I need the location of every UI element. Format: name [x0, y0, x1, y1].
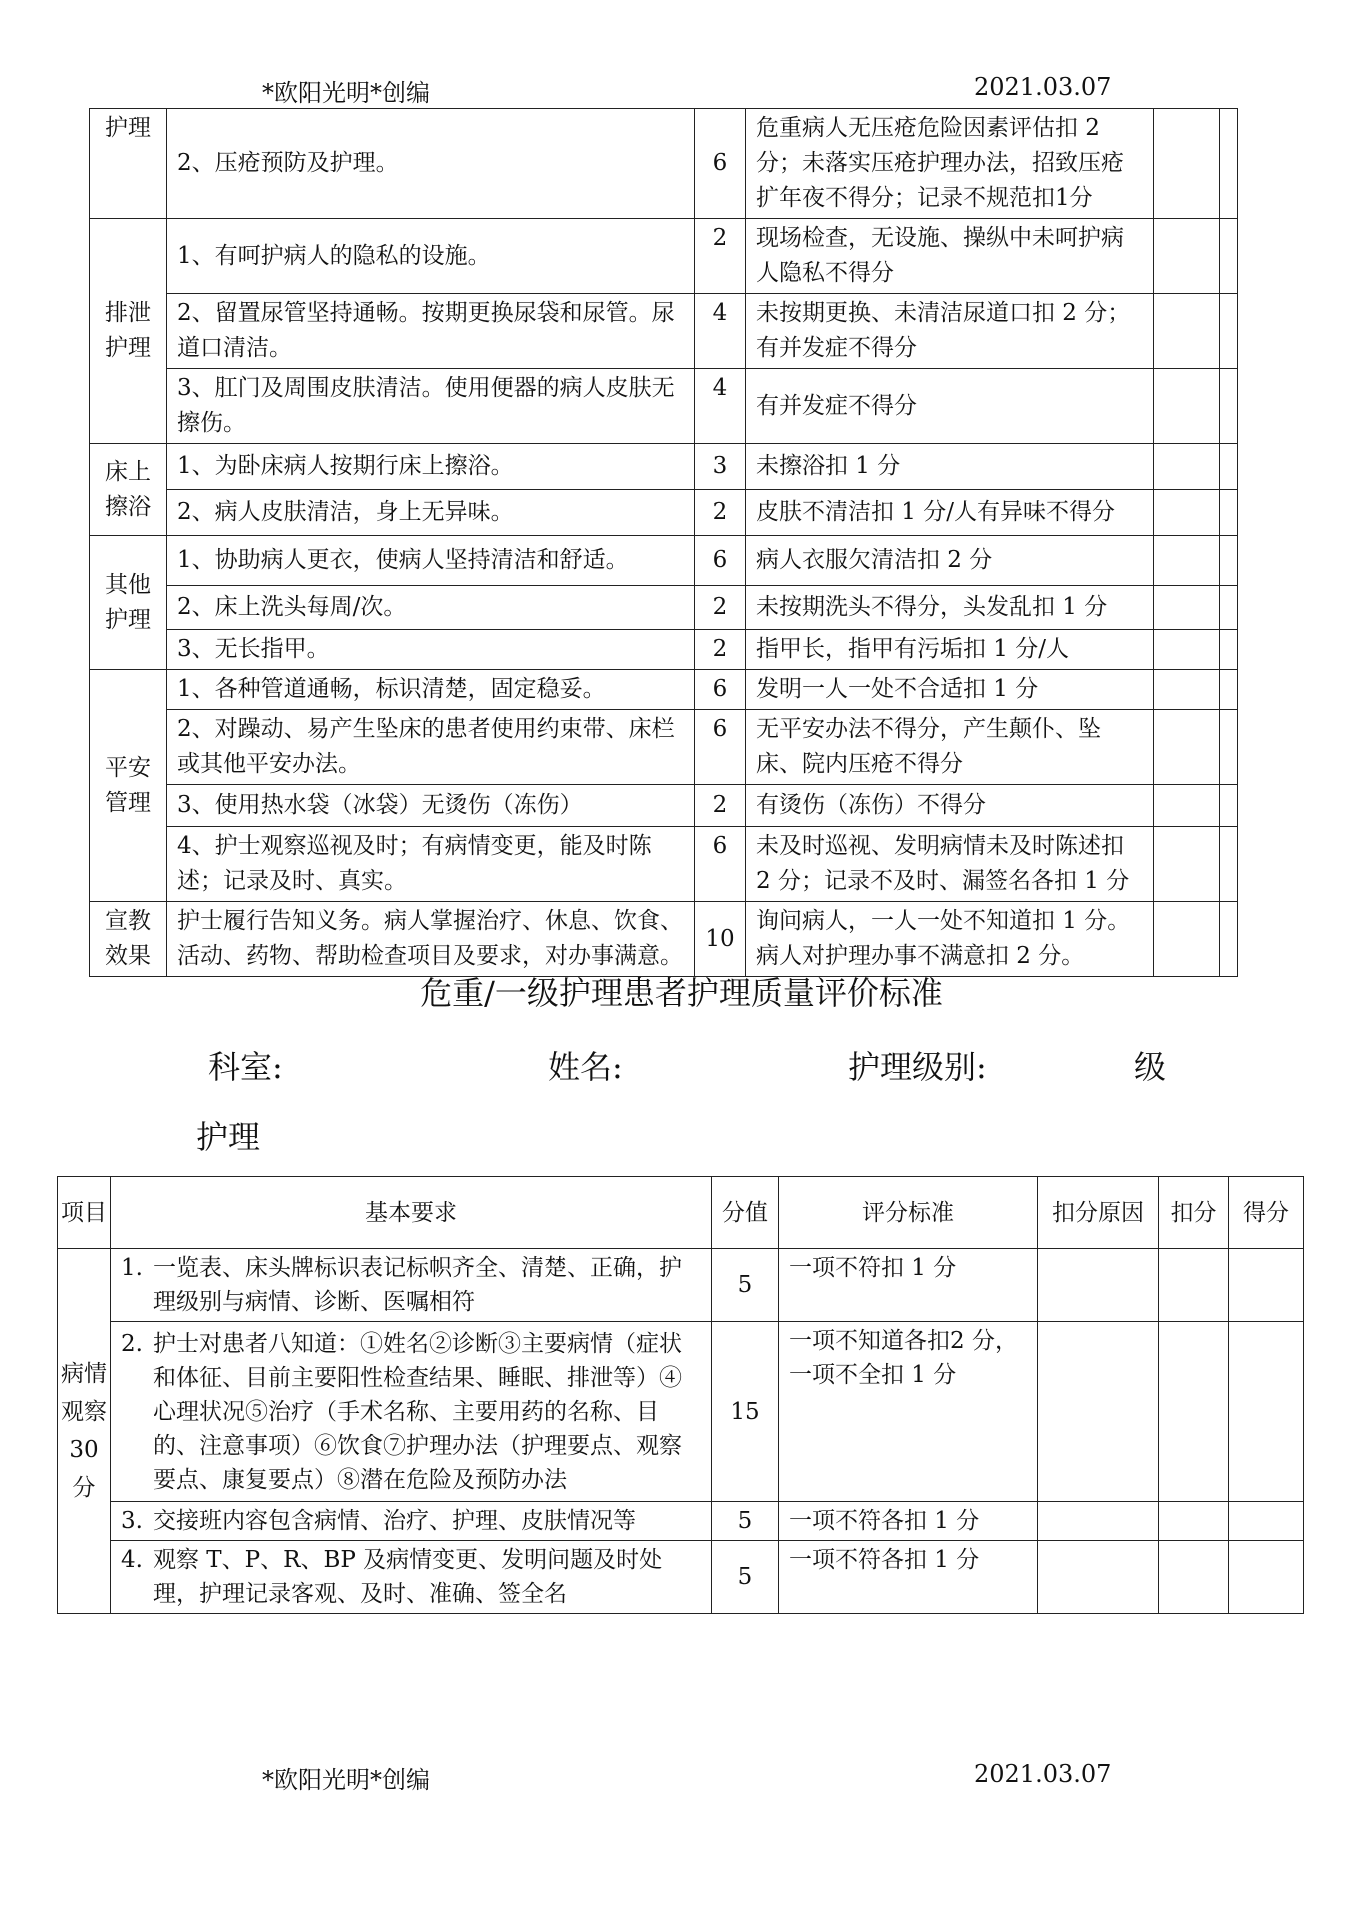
header-item: 项目: [58, 1177, 111, 1249]
blank-cell: [1154, 490, 1220, 536]
score-cell: 15: [712, 1322, 779, 1502]
blank-cell: [1220, 109, 1238, 219]
reason-cell: [1038, 1249, 1159, 1322]
blank-cell: [1220, 369, 1238, 444]
deduct-cell: [1159, 1322, 1229, 1502]
score-hot-water-bag: 2: [695, 785, 746, 827]
score-restraint: 6: [695, 710, 746, 785]
category-other-care: 其他护理: [90, 536, 167, 670]
requirement-number: 4.: [121, 1547, 143, 1573]
category-observation: 病情观察30分: [58, 1249, 111, 1614]
got-cell: [1229, 1322, 1304, 1502]
requirement-patrol: 4、护士观察巡视及时；有病情变更，能及时陈述；记录及时、真实。: [167, 827, 695, 902]
standard-cell: 一项不符扣 1 分: [779, 1249, 1038, 1322]
requirement-row: [111, 1541, 712, 1614]
got-cell: [1229, 1541, 1304, 1614]
category-safety: 平安管理: [90, 670, 167, 902]
score-pressure-sore: 6: [695, 109, 746, 219]
standard-patrol: 未及时巡视、发明病情未及时陈述扣 2 分；记录不及时、漏签名各扣 1 分: [746, 827, 1154, 902]
requirement-catheter: 2、留置尿管坚持通畅。按期更换尿袋和尿管。尿道口清洁。: [167, 294, 695, 369]
standard-change-clothes: 病人衣服欠清洁扣 2 分: [746, 536, 1154, 586]
category-bed-bath: 床上擦浴: [90, 444, 167, 536]
blank-cell: [1220, 710, 1238, 785]
blank-cell: [1154, 902, 1220, 977]
score-skin-clean: 2: [695, 490, 746, 536]
standard-skin-clean: 皮肤不清洁扣 1 分/人有异味不得分: [746, 490, 1154, 536]
header-score: 分值: [712, 1177, 779, 1249]
blank-cell: [1154, 785, 1220, 827]
level-label: 护理级别:: [848, 1048, 987, 1086]
standard-hot-water-bag: 有烫伤（冻伤）不得分: [746, 785, 1154, 827]
requirement-education: 护士履行告知义务。病人掌握治疗、休息、饮食、活动、药物、帮助检查项目及要求，对办事满意。: [167, 902, 695, 977]
score-cell: 5: [712, 1541, 779, 1614]
reason-cell: [1038, 1541, 1159, 1614]
blank-cell: [1220, 586, 1238, 630]
requirement-nails: 3、无长指甲。: [167, 630, 695, 670]
category-education: 宣教效果: [90, 902, 167, 977]
score-perianal: 4: [695, 369, 746, 444]
score-patrol: 6: [695, 827, 746, 902]
standard-privacy: 现场检查，无设施、操纵中未呵护病人隐私不得分: [746, 219, 1154, 294]
score-change-clothes: 6: [695, 536, 746, 586]
standard-perianal: 有并发症不得分: [746, 369, 1154, 444]
blank-cell: [1220, 294, 1238, 369]
level-suffix: 级: [1134, 1048, 1167, 1086]
standard-catheter: 未按期更换、未清洁尿道口扣 2 分；有并发症不得分: [746, 294, 1154, 369]
footer-author: *欧阳光明*创编: [262, 1766, 430, 1794]
blank-cell: [1220, 630, 1238, 670]
blank-cell: [1154, 670, 1220, 710]
standard-cell: 一项不符各扣 1 分: [779, 1502, 1038, 1541]
deduct-cell: [1159, 1502, 1229, 1541]
requirement-text: 护士对患者八知道：①姓名②诊断③主要病情（症状和体征、目前主要阳性检查结果、睡眠、排泄等）④ 心理状况⑤治疗（手术名称、主要用药的名称、目的、注意事项）⑥饮食⑦护理办法（护理要点、观察要点、康复要点）⑧潜在危险及预防办法: [153, 1330, 682, 1493]
nursing-standard-table-continued: [89, 108, 1238, 977]
requirement-restraint: 2、对躁动、易产生坠床的患者使用约束带、床栏或其他平安办法。: [167, 710, 695, 785]
blank-cell: [1154, 444, 1220, 490]
deduct-cell: [1159, 1541, 1229, 1614]
requirement-privacy: 1、有呵护病人的隐私的设施。: [167, 219, 695, 294]
standard-tubes: 发明一人一处不合适扣 1 分: [746, 670, 1154, 710]
name-label: 姓名:: [548, 1048, 623, 1086]
requirement-change-clothes: 1、协助病人更衣，使病人坚持清洁和舒适。: [167, 536, 695, 586]
standard-pressure-sore: 危重病人无压疮危险因素评估扣 2 分；未落实压疮护理办法，招致压疮扩年夜不得分；记录不规范扣1分: [746, 109, 1154, 219]
blank-cell: [1220, 670, 1238, 710]
requirement-text: 观察 T、P、R、BP 及病情变更、发明问题及时处理，护理记录客观、及时、准确、签全名: [153, 1547, 663, 1607]
blank-cell: [1220, 444, 1238, 490]
score-catheter: 4: [695, 294, 746, 369]
requirement-bed-bath: 1、为卧床病人按期行床上擦浴。: [167, 444, 695, 490]
requirement-text: 交接班内容包含病情、治疗、护理、皮肤情况等: [153, 1508, 636, 1534]
requirement-hair-wash: 2、床上洗头每周/次。: [167, 586, 695, 630]
score-privacy: 2: [695, 219, 746, 294]
header-got: 得分: [1229, 1177, 1304, 1249]
header-deduct: 扣分: [1159, 1177, 1229, 1249]
blank-cell: [1154, 109, 1220, 219]
blank-cell: [1154, 630, 1220, 670]
header-requirement: 基本要求: [111, 1177, 712, 1249]
section-title: 危重/一级护理患者护理质量评价标准: [420, 974, 943, 1012]
standard-hair-wash: 未按期洗头不得分，头发乱扣 1 分: [746, 586, 1154, 630]
critical-care-quality-table: [57, 1176, 1304, 1614]
requirement-pressure-sore: 2、压疮预防及护理。: [167, 109, 695, 219]
footer-date: 2021.03.07: [974, 1760, 1112, 1788]
requirement-text: 一览表、床头牌标识表记标帜齐全、清楚、正确，护理级别与病情、诊断、医嘱相符: [153, 1255, 682, 1315]
standard-education: 询问病人，一人一处不知道扣 1 分。病人对护理办事不满意扣 2 分。: [746, 902, 1154, 977]
requirement-skin-clean: 2、病人皮肤清洁，身上无异味。: [167, 490, 695, 536]
blank-cell: [1154, 369, 1220, 444]
blank-cell: [1220, 785, 1238, 827]
requirement-tubes: 1、各种管道通畅，标识清楚，固定稳妥。: [167, 670, 695, 710]
score-cell: 5: [712, 1249, 779, 1322]
standard-restraint: 无平安办法不得分，产生颠仆、坠床、院内压疮不得分: [746, 710, 1154, 785]
standard-cell: 一项不符各扣 1 分: [779, 1541, 1038, 1614]
reason-cell: [1038, 1502, 1159, 1541]
requirement-number: 2.: [121, 1330, 143, 1357]
requirement-row: [111, 1502, 712, 1541]
requirement-perianal: 3、肛门及周围皮肤清洁。使用便器的病人皮肤无擦伤。: [167, 369, 695, 444]
requirement-hot-water-bag: 3、使用热水袋（冰袋）无烫伤（冻伤）: [167, 785, 695, 827]
header-author: *欧阳光明*创编: [262, 79, 430, 107]
requirement-row: [111, 1249, 712, 1322]
score-hair-wash: 2: [695, 586, 746, 630]
header-standard: 评分标准: [779, 1177, 1038, 1249]
got-cell: [1229, 1502, 1304, 1541]
score-nails: 2: [695, 630, 746, 670]
got-cell: [1229, 1249, 1304, 1322]
blank-cell: [1220, 219, 1238, 294]
blank-cell: [1220, 490, 1238, 536]
blank-cell: [1154, 219, 1220, 294]
blank-cell: [1154, 294, 1220, 369]
header-date: 2021.03.07: [974, 73, 1112, 101]
category-nursing: 护理: [90, 109, 167, 219]
dept-label: 科室:: [208, 1048, 283, 1086]
blank-cell: [1220, 902, 1238, 977]
category-excretion: 排泄护理: [90, 219, 167, 444]
score-cell: 5: [712, 1502, 779, 1541]
score-education: 10: [695, 902, 746, 977]
requirement-number: 3.: [121, 1508, 143, 1534]
standard-bed-bath: 未擦浴扣 1 分: [746, 444, 1154, 490]
level-wrap: 护理: [196, 1118, 261, 1156]
blank-cell: [1154, 536, 1220, 586]
score-tubes: 6: [695, 670, 746, 710]
score-bed-bath: 3: [695, 444, 746, 490]
blank-cell: [1220, 536, 1238, 586]
blank-cell: [1154, 586, 1220, 630]
standard-nails: 指甲长，指甲有污垢扣 1 分/人: [746, 630, 1154, 670]
header-reason: 扣分原因: [1038, 1177, 1159, 1249]
requirement-number: 1.: [121, 1255, 143, 1281]
blank-cell: [1154, 827, 1220, 902]
reason-cell: [1038, 1322, 1159, 1502]
requirement-row: [111, 1322, 712, 1502]
blank-cell: [1220, 827, 1238, 902]
deduct-cell: [1159, 1249, 1229, 1322]
standard-cell: 一项不知道各扣2 分，一项不全扣 1 分: [779, 1322, 1038, 1502]
blank-cell: [1154, 710, 1220, 785]
